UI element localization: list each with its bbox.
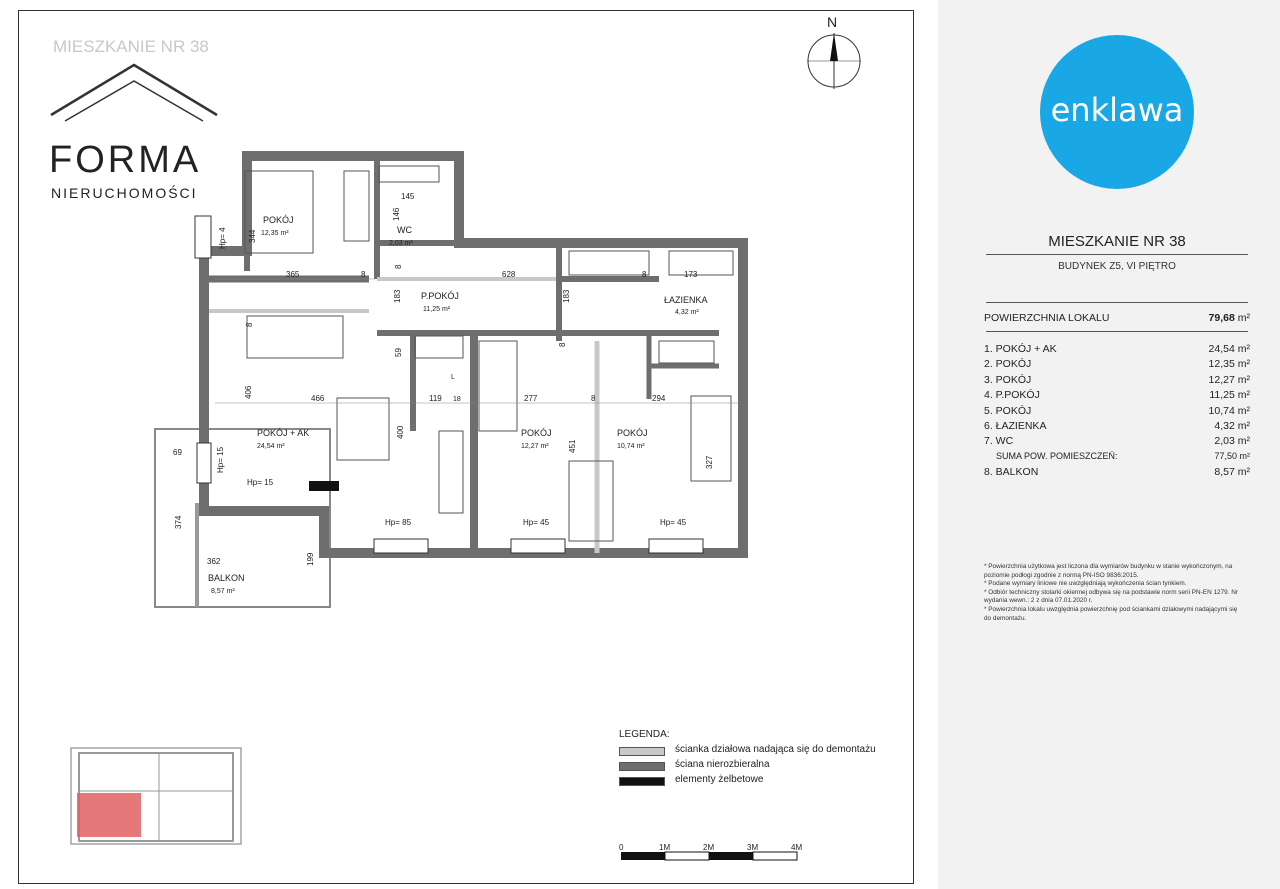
legend-item [619, 760, 919, 772]
sill-height-label: Hp= 45 [660, 518, 687, 527]
scale-label: 2M [703, 843, 715, 852]
dimension-label: 466 [311, 394, 325, 403]
footnotes [984, 563, 1244, 623]
svg-text:ŁAZIENKA: ŁAZIENKA [664, 295, 708, 305]
dimension-label: 294 [652, 394, 666, 403]
compass-icon [807, 14, 861, 89]
dimension-label: 374 [174, 515, 183, 529]
svg-text:2,03 m²: 2,03 m² [389, 240, 413, 247]
dimension-label: 362 [207, 557, 221, 566]
legend-swatch [619, 777, 665, 786]
legend-swatch [619, 747, 665, 756]
legend-label: ścianka działowa nadająca się do demontażu [675, 744, 876, 755]
svg-text:POKÓJ + AK: POKÓJ + AK [257, 428, 310, 438]
dimension-label: 146 [392, 207, 401, 221]
apartment-subtitle: BUDYNEK Z5, VI PIĘTRO [1058, 261, 1176, 272]
footnote: * Powierzchnia użytkowa jest liczona dla wymiarów budynku w stanie wykończonym, na poziomie podłogi zgodnie z normą PN-ISO 9836:2015. [984, 563, 1233, 579]
dimension-label: 145 [401, 192, 415, 201]
dimension-label: 173 [684, 270, 698, 279]
footnote: * Odbiór techniczny stolarki okiennej odbywa się na podstawie norm serii PN-EN 1279. Nr wydania wewn.: 2 z dnia 07.01.2020 r. [984, 588, 1238, 605]
svg-text:P.POKÓJ: P.POKÓJ [421, 291, 459, 301]
building-key-plan [71, 748, 241, 844]
sill-height-label: Hp= 15 [216, 446, 225, 473]
scale-bar [621, 852, 797, 860]
info-panel: enklawa MIESZKANIE NR 38 BUDYNEK Z5, VI PIĘTRO POWIERZCHNIA LOKALU 79,68 m² 1. POKÓJ + AK 24,54 m² 2. POKÓJ 12,35 m² 3. POKÓJ 12,27 m² 4. P.POKÓJ 11,25 m² 5. POKÓJ 10,74 m² 6. ŁAZIENKA 4,32 m² 7. WC 2,03 m² SUMA POW. POMIESZCZEŃ: 77,50 m² 8. BALKON 8,57 m² * Powierzchnia użytkowa jest liczona dla wymiarów budynku w stanie wykończonym, na poziomie podłogi zgodnie z normą PN-ISO 9836:2015. * Podane wymiary liniowe nie uwzględniają wykończenia ścian tynkiem. * Odbiór techniczny stolarki okiennej odbywa się na podstawie norm serii PN-EN 1279. Nr wydania wewn.: 2 z dnia 07.01.2020 r. * Powierzchnia lokalu uwzględnia powierzchnię pod ściankami działowymi nadającymi się do demontażu. [938, 0, 1280, 889]
area-unit: m² [1237, 312, 1250, 324]
scale-label: 3M [747, 843, 759, 852]
room-label [617, 428, 648, 450]
dimension-label: 183 [562, 289, 571, 303]
scale-label: 0 [619, 843, 624, 852]
dimension-label: 628 [502, 270, 516, 279]
dimension-label: 183 [393, 289, 402, 303]
divider [986, 254, 1248, 255]
legend-title: LEGENDA: [619, 729, 670, 740]
total-area-value: 79,68 [1208, 312, 1235, 324]
svg-text:WC: WC [397, 225, 412, 235]
sill-height-label: Hp= 85 [385, 518, 412, 527]
apartment-watermark: MIESZKANIE NR 38 [53, 37, 209, 56]
dimension-label: 8 [642, 270, 647, 279]
room-label [389, 225, 413, 247]
dimension-label: 277 [524, 394, 538, 403]
dimension-label: L [451, 374, 455, 381]
divider [986, 331, 1248, 332]
room-label [261, 215, 294, 237]
legend-label: elementy żelbetowe [675, 774, 764, 785]
floor-plan-sheet [18, 10, 914, 884]
dimension-label: 8 [361, 270, 366, 279]
svg-text:BALKON: BALKON [208, 573, 245, 583]
legend-swatch [619, 762, 665, 771]
dimension-label: 199 [306, 552, 315, 566]
svg-text:11,25 m²: 11,25 m² [423, 306, 451, 313]
dimension-label: 406 [244, 385, 253, 399]
legend-label: ściana nierozbieralna [675, 759, 770, 770]
legend-item [619, 775, 919, 787]
dimension-label: 365 [286, 270, 300, 279]
room-label [421, 291, 459, 313]
dimension-label: 119 [429, 394, 442, 403]
dimension-label: 8 [394, 264, 403, 269]
room-label [521, 428, 552, 450]
apartment-title: MIESZKANIE NR 38 [1048, 233, 1186, 250]
sill-height-label: Hp= 4 [218, 227, 227, 249]
svg-text:12,27 m²: 12,27 m² [521, 443, 549, 450]
svg-text:10,74 m²: 10,74 m² [617, 443, 645, 450]
scale-label: 4M [791, 843, 803, 852]
apartment-highlight [77, 793, 141, 837]
sill-height-label: Hp= 15 [247, 478, 274, 487]
dimension-label: 8 [245, 322, 254, 327]
dimension-label: 400 [396, 425, 405, 439]
svg-text:POKÓJ: POKÓJ [263, 215, 294, 225]
scale-label: 1M [659, 843, 671, 852]
brand-tagline: NIERUCHOMOŚCI [51, 185, 198, 201]
dimension-label: 451 [568, 439, 577, 453]
plan-walls [155, 156, 743, 607]
svg-text:24,54 m²: 24,54 m² [257, 443, 285, 450]
divider [986, 302, 1248, 303]
compass-north-label: N [827, 14, 838, 30]
dimension-label: 69 [173, 448, 182, 457]
svg-text:POKÓJ: POKÓJ [521, 428, 552, 438]
footnote: * Powierzchnia lokalu uwzględnia powierzchnię pod ściankami działowymi nadającymi się do demontażu. [984, 605, 1238, 622]
footnote: * Podane wymiary liniowe nie uwzględniają wykończenia ścian tynkiem. [984, 580, 1187, 588]
legend-item [619, 745, 919, 757]
dimension-label: 59 [394, 348, 403, 357]
dimension-label: 18 [453, 396, 461, 403]
sill-height-label: Hp= 45 [523, 518, 550, 527]
svg-text:4,32 m²: 4,32 m² [675, 309, 699, 316]
enklawa-logo [1040, 35, 1194, 189]
svg-text:POKÓJ: POKÓJ [617, 428, 648, 438]
dimension-label: 8 [591, 394, 596, 403]
dimension-label: 327 [705, 455, 714, 469]
brand-name: FORMA [49, 139, 202, 181]
room-label [664, 295, 708, 316]
total-area-label: POWIERZCHNIA LOKALU [984, 312, 1110, 324]
svg-text:8,57 m²: 8,57 m² [211, 588, 235, 595]
dimension-label: 344 [248, 229, 257, 243]
dimension-label: 8 [558, 342, 567, 347]
svg-text:12,35 m²: 12,35 m² [261, 230, 289, 237]
enklawa-logo-text: enklawa [1050, 91, 1184, 129]
